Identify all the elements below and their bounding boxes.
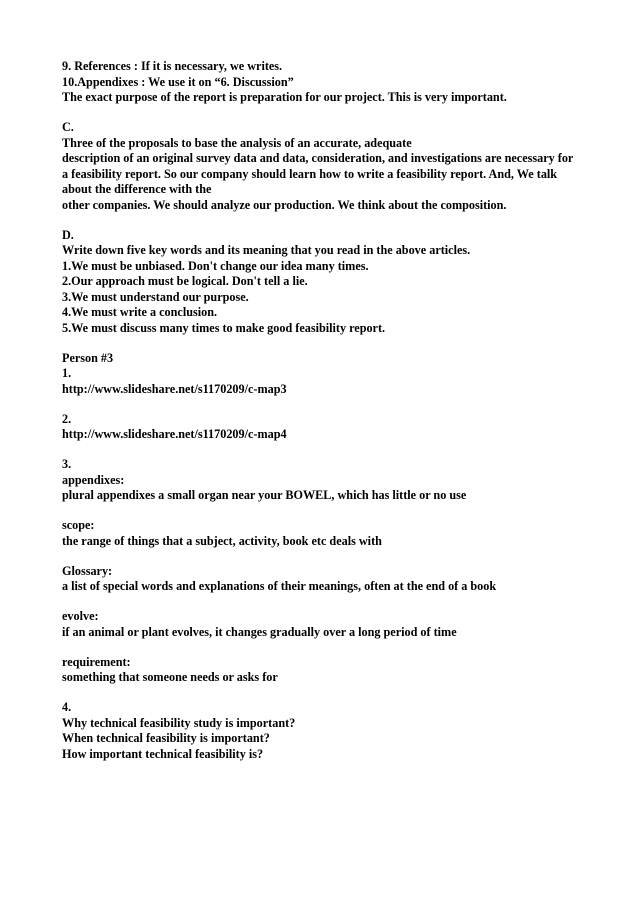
glossary-term: scope: — [62, 518, 95, 532]
list-item: 4.We must write a conclusion. — [62, 305, 218, 319]
question-4-line: How important technical feasibility is? — [62, 746, 264, 761]
question-4-line: When technical feasibility is important? — [62, 731, 270, 745]
glossary-term: Glossary: — [62, 563, 113, 578]
glossary-definition: a list of special words and explanations of their meanings, often at the end of a book — [62, 579, 497, 593]
question-1-number: 1. — [62, 366, 72, 380]
cmap4-link[interactable]: http://www.slideshare.net/s1170209/c-map4 — [62, 427, 287, 441]
glossary-definition: the range of things that a subject, activity, book etc deals with — [62, 533, 382, 548]
purpose-line: The exact purpose of the report is preparation for our project. This is very important. — [62, 90, 507, 104]
glossary-definition: something that someone needs or asks for — [62, 670, 278, 684]
list-item: 2.Our approach must be logical. Don't tell a lie. — [62, 274, 308, 288]
section-c-heading: C. — [62, 120, 74, 134]
question-2-number: 2. — [62, 411, 72, 426]
question-4-line: Why technical feasibility study is important? — [62, 715, 296, 730]
section-c-line-1: Three of the proposals to base the analysis of an accurate, adequate — [62, 135, 412, 150]
document-page — [62, 59, 582, 762]
appendixes-line: 10.Appendixes : We use it on “6. Discussion” — [62, 74, 294, 89]
list-item: 5.We must discuss many times to make good feasibility report. — [62, 320, 386, 335]
glossary-term: requirement: — [62, 654, 131, 669]
references-line: 9. References : If it is necessary, we writes. — [62, 59, 283, 73]
section-d-intro: Write down five key words and its meaning that you read in the above articles. — [62, 243, 471, 257]
glossary-term: evolve: — [62, 609, 99, 623]
section-c-line-3: other companies. We should analyze our production. We think about the composition. — [62, 197, 507, 212]
question-4-number: 4. — [62, 700, 72, 714]
person-heading: Person #3 — [62, 350, 114, 365]
question-3-number: 3. — [62, 457, 72, 471]
list-item: 3.We must understand our purpose. — [62, 289, 249, 304]
cmap3-link[interactable]: http://www.slideshare.net/s1170209/c-map3 — [62, 381, 287, 396]
section-d-heading: D. — [62, 227, 74, 242]
list-item: 1.We must be unbiased. Don't change our idea many times. — [62, 258, 369, 273]
glossary-definition: if an animal or plant evolves, it changes gradually over a long period of time — [62, 624, 457, 639]
section-c-line-2: description of an original survey data and data, consideration, and investigations are necessary for a feasibility report. So our company should learn how to write a feasibility report. And, We talk about the difference with the — [62, 151, 574, 196]
glossary-definition: plural appendixes a small organ near your BOWEL, which has little or no use — [62, 488, 467, 502]
glossary-term: appendixes: — [62, 472, 125, 487]
